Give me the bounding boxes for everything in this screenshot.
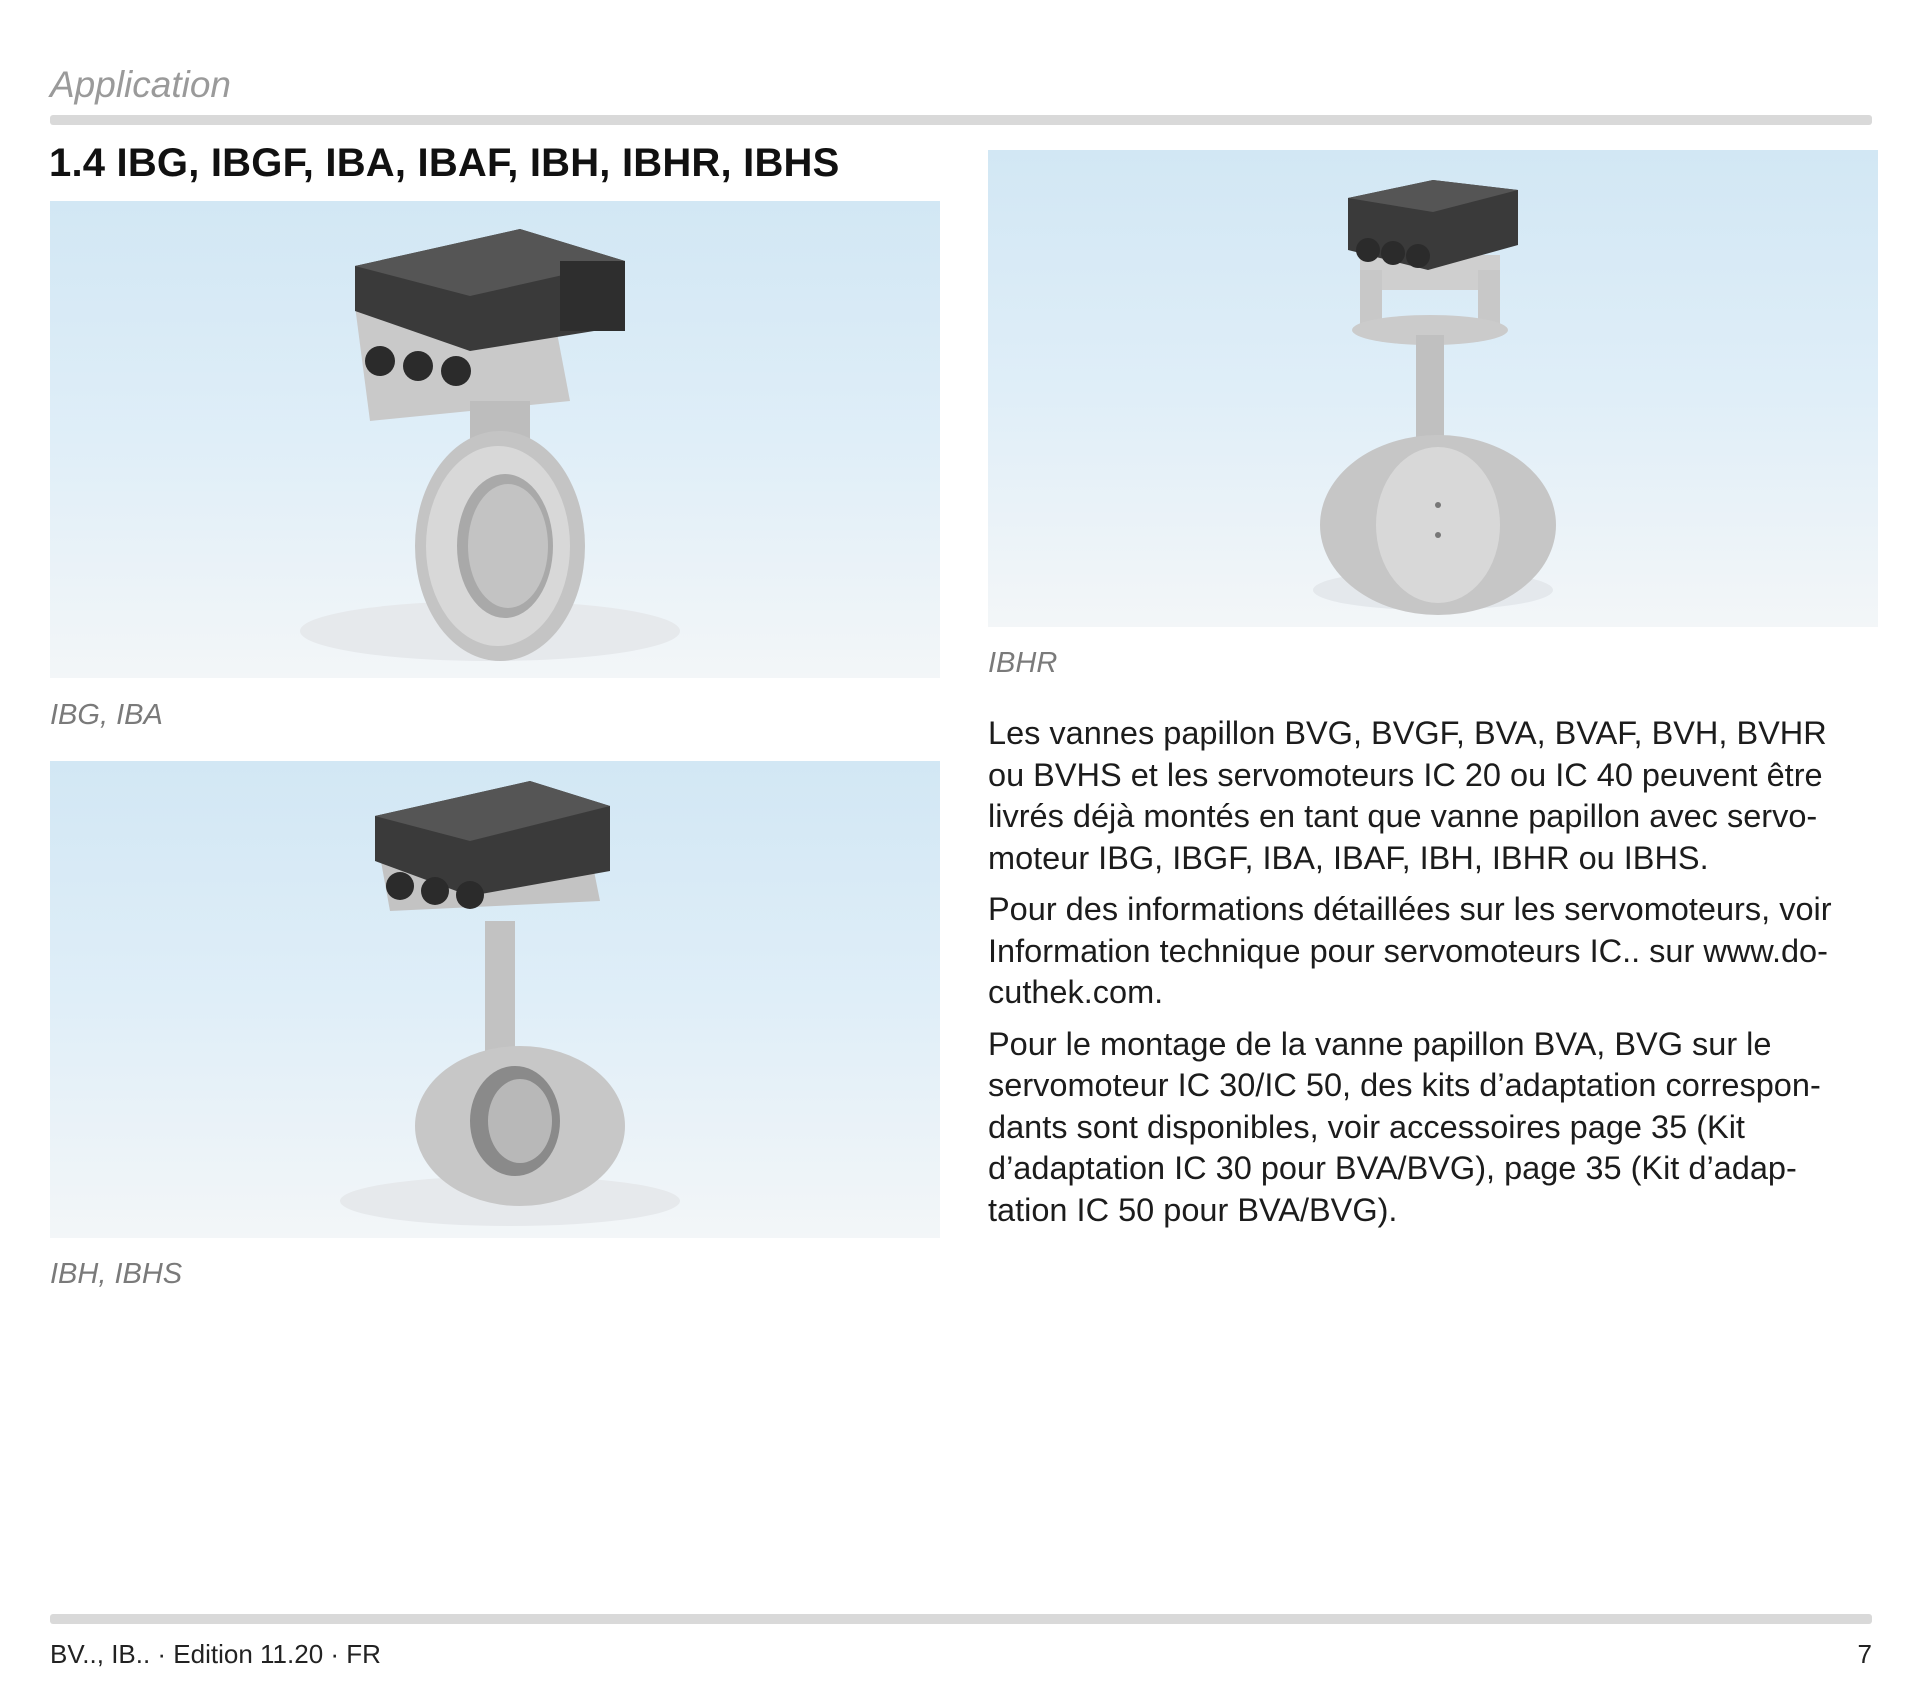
body-paragraph: Les vannes papillon BVG, BVGF, BVA, BVAF, BVH, BVHR ou BVHS et les servomoteurs IC 20 ou IC 40 peuvent être livrés déjà montés en tant que vanne papillon avec servo-moteur IBG, IBGF, IBA, IBAF, IBH, IBHR ou IBHS. <box>988 715 1827 876</box>
figure-caption: IBG, IBA <box>50 699 163 731</box>
body-paragraph: Pour des informations détaillées sur les servomoteurs, voir Information technique pour servomoteurs IC.. sur www.do-cuthek.com. <box>988 891 1832 1010</box>
valve-actuator-illustration <box>50 761 940 1238</box>
page-number: 7 <box>1857 1639 1872 1669</box>
valve-actuator-illustration <box>988 150 1878 627</box>
figure-ibg-iba-photo <box>50 201 940 678</box>
section-label: Application <box>50 64 232 105</box>
body-text <box>988 713 1868 1241</box>
valve-actuator-illustration <box>50 201 940 678</box>
footer-document-info: BV.., IB.. · Edition 11.20 · FR <box>50 1639 381 1669</box>
figure-caption: IBH, IBHS <box>50 1258 183 1290</box>
footer-rule <box>50 1614 1872 1624</box>
figure-ibh-ibhs-photo <box>50 761 940 1238</box>
section-heading: 1.4 IBG, IBGF, IBA, IBAF, IBH, IBHR, IBHS <box>49 141 840 185</box>
figure-caption: IBHR <box>988 647 1058 679</box>
figure-ibhr-photo <box>988 150 1878 627</box>
header-rule <box>50 115 1872 125</box>
body-paragraph: Pour le montage de la vanne papillon BVA, BVG sur le servomoteur IC 30/IC 50, des kits d’adaptation correspon-dants sont disponibles, voir accessoires page 35 (Kit d’adaptation IC 30 pour BVA/BVG), page 35 (Kit d’adap-tation IC 50 pour BVA/BVG). <box>988 1025 1821 1228</box>
